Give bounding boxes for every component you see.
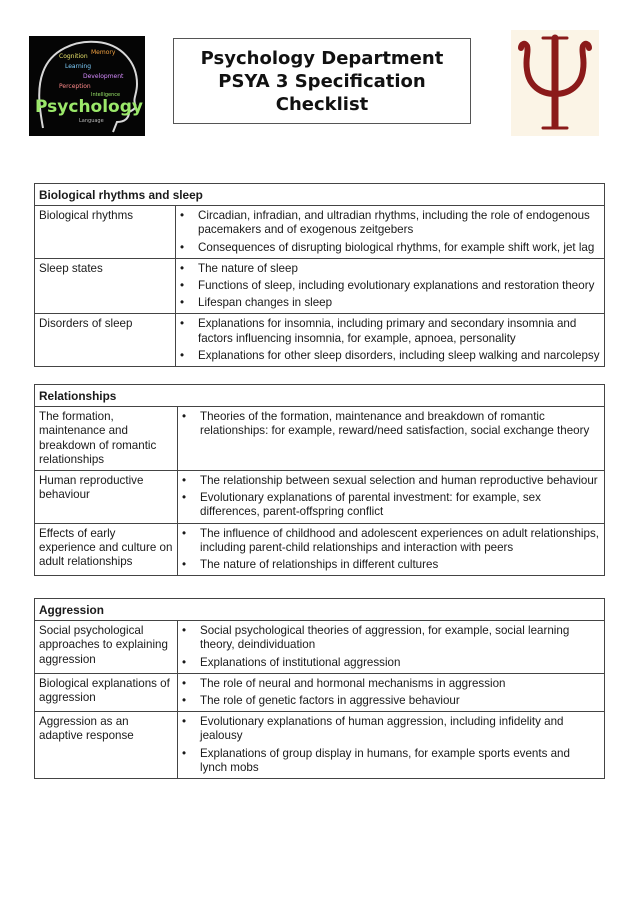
table-row <box>35 407 605 471</box>
points-cell <box>178 523 605 576</box>
topic-cell: Aggression as an adaptive response <box>35 712 178 779</box>
list-item: • Explanations for insomnia, including primary and secondary insomnia and factors influencing insomnia, for example, apnoea, personality <box>178 317 600 345</box>
topic-cell: Biological explanations of aggression <box>35 673 178 711</box>
table-row <box>35 314 605 367</box>
title-line-2: PSYA 3 Specification <box>218 70 426 92</box>
list-item: • Circadian, infradian, and ultradian rhythms, including the role of endogenous pacemakers and of exogenous zeitgebers <box>178 209 600 237</box>
table-row <box>35 621 605 674</box>
logo-word-5: Intelligence <box>91 92 121 98</box>
logo-word-0: Cognition <box>59 53 88 60</box>
section-title: Aggression <box>35 599 605 621</box>
table-row <box>35 712 605 779</box>
logo-word-3: Development <box>83 73 124 80</box>
topic-cell: Disorders of sleep <box>35 314 176 367</box>
list-item: • The relationship between sexual selection and human reproductive behaviour <box>180 474 600 488</box>
section-biological-rhythms <box>34 183 605 367</box>
section-title: Relationships <box>35 385 605 407</box>
logo-word-6: Language <box>79 118 104 124</box>
list-item: • Explanations of group display in humans, for example sports events and lynch mobs <box>180 747 600 775</box>
list-item: • Functions of sleep, including evolutionary explanations and restoration theory <box>178 279 600 293</box>
list-item: • Consequences of disrupting biological rhythms, for example shift work, jet lag <box>178 241 600 255</box>
section-relationships <box>34 384 605 576</box>
points-cell <box>178 407 605 471</box>
topic-cell: The formation, maintenance and breakdown of romantic relationships <box>35 407 178 471</box>
points-cell <box>176 258 605 314</box>
topic-cell: Social psychological approaches to explaining aggression <box>35 621 178 674</box>
psychology-head-logo <box>29 36 145 136</box>
table-row <box>35 673 605 711</box>
list-item: • The influence of childhood and adolescent experiences on adult relationships, including parent-child relationships and interaction with peers <box>180 527 600 555</box>
logo-main-text: Psychology <box>35 97 143 117</box>
title-line-1: Psychology Department <box>200 47 444 69</box>
points-cell <box>178 673 605 711</box>
table-row <box>35 206 605 259</box>
head-silhouette-icon <box>29 36 145 136</box>
topic-cell: Human reproductive behaviour <box>35 471 178 524</box>
title-line-3: Checklist <box>275 93 369 115</box>
list-item: • Explanations for other sleep disorders, including sleep walking and narcolepsy <box>178 349 600 363</box>
list-item: • Social psychological theories of aggression, for example, social learning theory, deindividuation <box>180 624 600 652</box>
points-cell <box>178 621 605 674</box>
list-item: • Evolutionary explanations of parental investment: for example, sex differences, parent-offspring conflict <box>180 491 600 519</box>
points-cell <box>178 712 605 779</box>
logo-word-2: Learning <box>65 63 92 70</box>
topic-cell: Sleep states <box>35 258 176 314</box>
psi-logo <box>511 30 599 136</box>
table-row <box>35 471 605 524</box>
points-cell <box>176 206 605 259</box>
points-cell <box>176 314 605 367</box>
list-item: • Theories of the formation, maintenance and breakdown of romantic relationships: for example, reward/need satisfaction, social exchange theory <box>180 410 600 438</box>
logo-word-1: Memory <box>91 49 116 56</box>
points-cell <box>178 471 605 524</box>
list-item: • Evolutionary explanations of human aggression, including infidelity and jealousy <box>180 715 600 743</box>
list-item: • The nature of sleep <box>178 262 600 276</box>
list-item: • The role of neural and hormonal mechanisms in aggression <box>180 677 600 691</box>
psi-icon <box>511 30 599 136</box>
section-aggression <box>34 598 605 779</box>
logo-word-4: Perception <box>59 83 91 90</box>
table-row <box>35 258 605 314</box>
document-title-box <box>173 38 471 124</box>
section-title: Biological rhythms and sleep <box>35 184 605 206</box>
topic-cell: Biological rhythms <box>35 206 176 259</box>
table-row <box>35 523 605 576</box>
list-item: • Lifespan changes in sleep <box>178 296 600 310</box>
list-item: • Explanations of institutional aggression <box>180 656 600 670</box>
topic-cell: Effects of early experience and culture on adult relationships <box>35 523 178 576</box>
list-item: • The nature of relationships in different cultures <box>180 558 600 572</box>
list-item: • The role of genetic factors in aggressive behaviour <box>180 694 600 708</box>
